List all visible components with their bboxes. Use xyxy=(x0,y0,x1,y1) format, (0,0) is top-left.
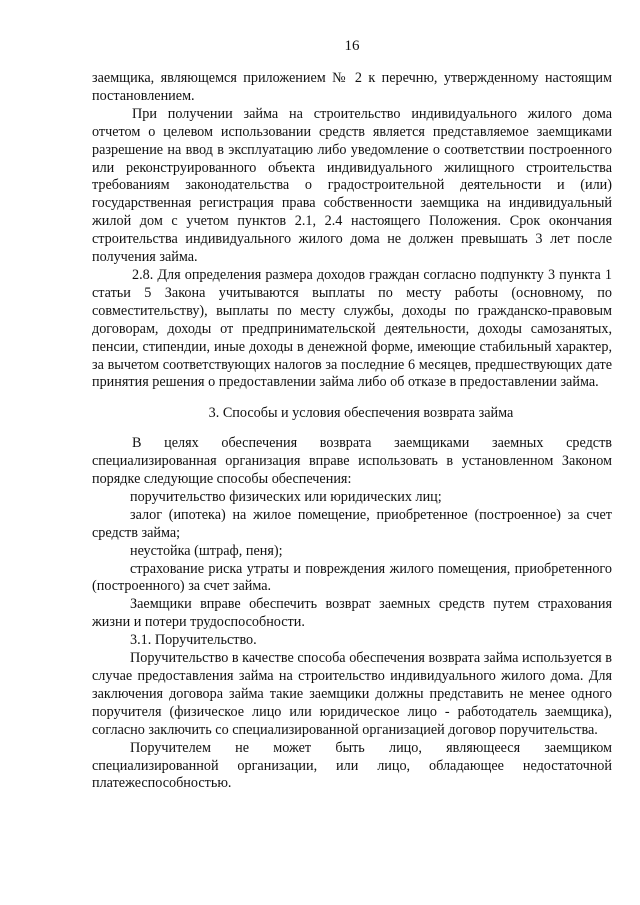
paragraph-life-insurance: Заемщики вправе обеспечить возврат заемных средств путем страхования жизни и потери трудоспособности. xyxy=(92,596,612,631)
paragraph-guarantor-restriction: Поручителем не может быть лицо, являющееся заемщиком специализированной организации, или лицо, обладающее недостаточной платежеспособностью. xyxy=(92,739,612,792)
subsection-3-1-title: 3.1. Поручительство. xyxy=(130,632,257,649)
list-item-insurance: страхование риска утраты и повреждения жилого помещения, приобретенного (построенного) за счет займа. xyxy=(92,560,612,595)
list-item-guarantee: поручительство физических или юридических лиц; xyxy=(130,488,442,505)
page-number: 16 xyxy=(344,38,360,54)
paragraph-construction-report: При получении займа на строительство индивидуального жилого дома отчетом о целевом использовании средств является представляемое заемщиками разрешение на ввод в эксплуатацию либо уведомление о соответствии построенного или реконструированного объекта индивидуального жилищного строительства требованиям законодательства о градостроительной деятельности и (или) государственная регистрация права собственности заемщика на индивидуальный жилой дом с учетом пунктов 2.1, 2.4 настоящего Положения. Срок окончания строительства индивидуального жилого дома не должен превышать 3 лет после получения займа. xyxy=(92,105,612,266)
list-item-penalty: неустойка (штраф, пеня); xyxy=(130,542,283,559)
paragraph-security-methods: В целях обеспечения возврата заемщиками заемных средств специализированная организация вправе использовать в установленном Законом порядке следующие способы обеспечения: xyxy=(92,435,612,488)
document-body xyxy=(92,70,612,793)
list-item-pledge: залог (ипотека) на жилое помещение, приобретенное (построенное) за счет средств займа; xyxy=(92,506,612,541)
section-heading: 3. Способы и условия обеспечения возврата займа xyxy=(208,405,514,422)
paragraph-continuation: заемщика, являющемся приложением № 2 к перечню, утвержденному настоящим постановлением. xyxy=(92,70,612,104)
paragraph-2-8-income: 2.8. Для определения размера доходов граждан согласно подпункту 3 пункта 1 статьи 5 Закона учитываются выплаты по месту работы (основному, по совместительству), выплаты по месту службы, доходы по гражданско-правовым договорам, доходы от предпринимательской деятельности, доходы самозанятых, пенсии, стипендии, иные доходы в денежной форме, имеющие стабильный характер, за вычетом соответствующих налогов за последние 6 месяцев, предшествующих дате принятия решения о предоставлении займа либо об отказе в предоставлении займа. xyxy=(92,266,612,391)
paragraph-guarantee-details: Поручительство в качестве способа обеспечения возврата займа используется в случае предоставления займа на строительство индивидуального жилого дома. Для заключения договора займа такие заемщики должны представить не менее одного поручителя (физическое лицо или юридическое лицо - работодатель заемщика), согласно заключить со специализированной организацией договор поручительства. xyxy=(92,650,612,738)
